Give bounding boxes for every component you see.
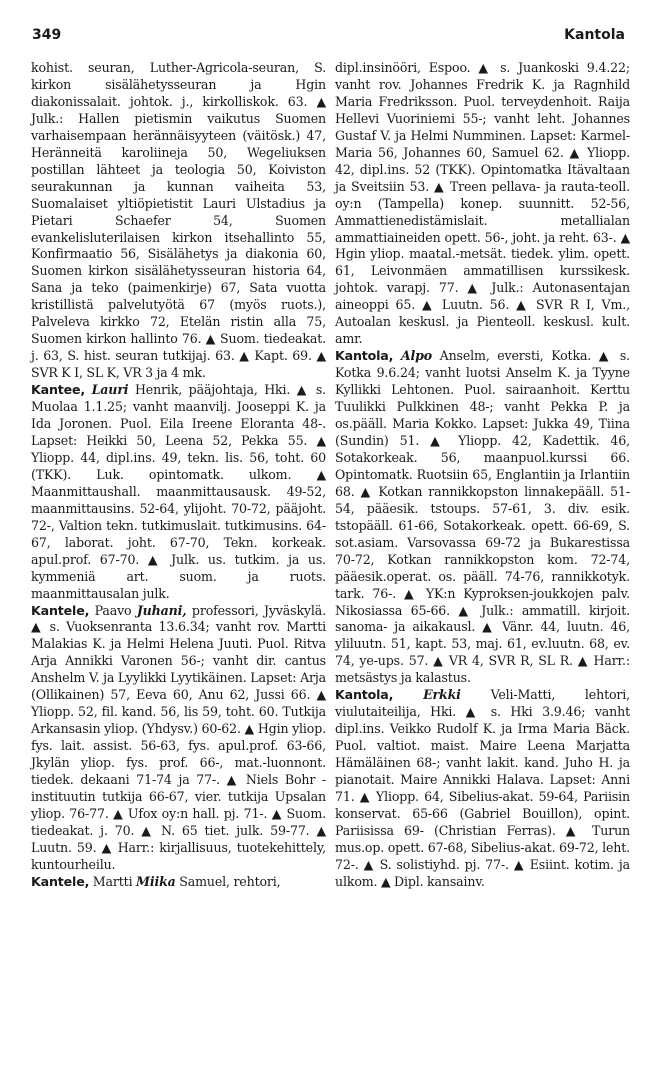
entry-given-name: Miika (136, 873, 176, 889)
entry-text: professori, Jyväskylä. ▲ s. Vuoksenranta 13.6.34; vanht rov. Martti Malakias K. ja Helmi Helena Juuti. Puol. Ritva Arja Annikki Varonen 56-; vanht dir. cantus Anshelm V. ja Lyylikki Lyytikäinen. Lapset: Arja (Ollikainen) 57, Eeva 60, Anu 62, Jussi 66. ▲ Yliopp. 52, fil. kand. 56, lis 59, toht. 60. Tutkija Arkansasin yliop. (Yhdysv.) 60-62. ▲ Hgin yliop. fys. lait. assist. 56-63, fys. apul.prof. 63-66, Jkylän yliop. fys. prof. 66-, mat.-luonnont. tiedek. dekaani 71-74 ja 77-. ▲ Niels Bohr -instituutin tutkija 66-67, vier. tutkija Upsalan yliop. 76-77. ▲ Ufox oy:n hall. pj. 71-. ▲ Suom. tiedeakat. j. 70. ▲ N. 65 tiet. julk. 59-77. ▲ Luutn. 59. ▲ Harr.: kirjallisuus, tuotekehittely, kuntourheilu. (31, 602, 326, 872)
entry-given-name: Lauri (91, 382, 129, 398)
entry-kantee-lauri (31, 382, 326, 602)
entry-surname: Kantola, (335, 348, 394, 364)
entry-text: kohist. seuran, Luther-Agricola-seuran, S. kirkon sisälähetysseuran ja Hgin diakonissalait. johtok. j., kirkolliskok. 63. ▲ Julk.: Hallen pietismin vaikutus Suomen varhaisempaan herännäisyyteen (väitösk.) 47, Heränneitä karoliineja 50, Wegeliuksen postillan lähteet ja teologia 50, Koiviston seurakunnan ja kunnan vaiheita 53, Suomalaiset yltiöpietistit Lauri Ulstadius ja Pietari Schaefer 54, Suomen evankelisluterilaisen kirkon itsehallinto 55, Konfirmaatio 56, Sisälähetys ja diakonia 60, Suomen kirkon sisälähetysseuran historia 64, Sana ja teko (paimenkirje) 67, Sata vuotta kristillistä palvelutyötä 67 (myös ruots.), Palveleva kirkko 72, Etelän ristin alla 75, Suomen kirkon hallinto 76. ▲ Suom. tiedeakat. j. 63, S. hist. seuran tutkijaj. 63. ▲ Kapt. 69. ▲ SVR K I, SL K, VR 3 ja 4 mk. (31, 60, 326, 381)
entry-text: Anselm, eversti, Kotka. ▲ s. Kotka 9.6.24; vanht luotsi Anselm K. ja Tyyne Kyllikki Lehtonen. Puol. sairaanhoit. Kerttu Tuulikki Pulkkinen 48-; vanht Pekka P. ja os.pääll. Maria Kokko. Lapset: Jukka 49, Tiina (Sundin) 51. ▲ Yliopp. 42, Kadettik. 46, Sotakorkeak. 56, maanpuol.kurssi 66. Opintomatk. Ruotsiin 65, Englantiin ja Irlantiin 68. ▲ Kotkan rannikkopston linnakepääll. 51-54, pääesik. tstoups. 57-61, 3. div. esik. tstopääll. 61-66, Sotakorkeak. opett. 66-69, S. sot.asiam. Varsovassa 69-72 ja Bukarestissa 70-72, Kotkan rannikkopston kom. 72-74, pääesik.operat. os. pääll. 74-76, rannikkotyk. tark. 76-. ▲ YK:n Kyproksen-joukkojen palv. Nikosiassa 65-66. ▲ Julk.: ammatill. kirjoit. sanoma- ja aikakausl. ▲ Vänr. 44, luutn. 46, yliluutn. 51, kapt. 53, maj. 61, ev.luutn. 68, ev. 74, ye-ups. 57. ▲ VR 4, SVR R, SL R. ▲ Harr.: metsästys ja kalastus. (335, 348, 631, 686)
entry-kantola-erkki (335, 687, 630, 890)
entry-continuation (335, 60, 630, 348)
entry-surname: Kantele, (31, 602, 90, 618)
entry-kantele-miika (31, 874, 326, 891)
page-number: 349 (32, 27, 62, 43)
entry-text: Henrik, pääjohtaja, Hki. ▲ s. Muolaa 1.1.25; vanht maanvilj. Jooseppi K. ja Ida Joronen. Puol. Eila Ireene Eloranta 48-. Lapset: Heikki 50, Leena 52, Pekka 55. ▲ Yliopp. 44, dipl.ins. 49, tekn. lis. 56, toht. 60 (TKK). Luk. opintomatk. ulkom. ▲ Maanmittaushall. maanmittausausk. 49-52, maanmittausins. 52-64, ylijoht. 70-72, pääjoht. 72-, Valtion tekn. tutkimuslait. tutkimusins. 64-67, laborat. joht. 67-70, Tekn. korkeak. apul.prof. 67-70. ▲ Julk. us. tutkim. ja us. kymmeniä art. suom. ja ruots. maanmittausalan julk. (31, 382, 326, 601)
left-column (31, 60, 326, 891)
entry-given-name: Juhani, (136, 602, 187, 618)
entry-given-name: Erkki (423, 687, 461, 703)
entry-text: Samuel, rehtori, (179, 873, 281, 889)
entry-surname: Kantee, (31, 382, 86, 398)
entry-given-name: Alpo (400, 348, 433, 364)
entry-surname: Kantele, (31, 873, 90, 889)
entry-continuation (31, 60, 326, 382)
entry-first-names: Paavo (94, 602, 132, 618)
right-column (335, 60, 630, 891)
entry-surname: Kantola, (335, 687, 394, 703)
entry-text: Veli-Matti, lehtori, viulutaiteilija, Hki. ▲ s. Hki 3.9.46; vanht dipl.ins. Veikko Rudolf K. ja Irma Maria Bäck. Puol. valtiot. maist. Maire Leena Marjatta Hämäläinen 68-; vanht lakit. kand. Juho H. ja pianotait. Maire Annikki Halava. Lapset: Anni 71. ▲ Yliopp. 64, Sibelius-akat. 59-64, Pariisin konservat. 65-66 (Gabriel Bouillon), opint. Pariisissa 69- (Christian Ferras). ▲ Turun mus.op. opett. 67-68, Sibelius-akat. 69-72, leht. 72-. ▲ S. solistiyhd. pj. 77-. ▲ Esiint. kotim. ja ulkom. ▲ Dipl. kansainv. (335, 687, 631, 889)
entry-first-names: Martti (92, 873, 133, 889)
entry-kantola-alpo (335, 348, 630, 687)
entry-kantele-juhani (31, 603, 326, 874)
entry-text: dipl.insinööri, Espoo. ▲ s. Juankoski 9.4.22; vanht rov. Johannes Fredrik K. ja Ragnhild Maria Fredriksson. Puol. terveydenhoit. Raija Hellevi Vuoriniemi 55-; vanht leht. Johannes Gustaf V. ja Helmi Numminen. Lapset: Karmel-Maria 56, Johannes 60, Samuel 62. ▲ Yliopp. 42, dipl.ins. 52 (TKK). Opintomatka Itävaltaan ja Sveitsiin 53. ▲ Treen pellava- ja rauta-teoll. oy:n (Tampella) konep. suunnitt. 52-56, Ammattienedistämislait. metallialan ammattiaineiden opett. 56-, joht. ja reht. 63-. ▲ Hgin yliop. maatal.-metsät. tiedek. ylim. opett. 61, Leivonmäen ammatillisen kurssikesk. johtok. varapj. 77. ▲ Julk.: Autonasentajan aineoppi 65. ▲ Luutn. 56. ▲ SVR R I, Vm., Autoalan keskusl. ja Pienteoll. keskusl. kult. amr. (335, 60, 630, 347)
running-head: Kantola (564, 27, 625, 43)
